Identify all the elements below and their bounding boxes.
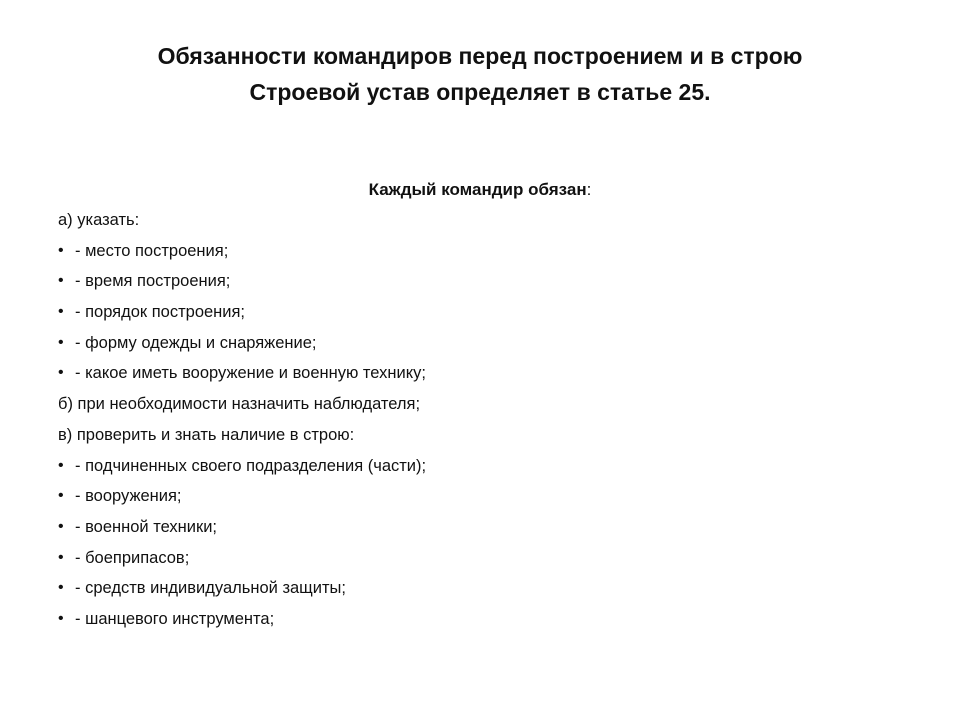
list-item-text: - шанцевого инструмента; — [75, 609, 275, 628]
list-item-text: - время построения; — [75, 272, 231, 291]
title-line-2: Строевой устав определяет в статье 25. — [249, 79, 711, 105]
list-item — [58, 481, 918, 512]
list-item-text: - военной техники; — [75, 517, 217, 536]
list-item — [58, 543, 918, 574]
list-item — [58, 297, 918, 328]
intro-bold-text: Каждый командир обязан — [368, 180, 587, 199]
list-item — [58, 358, 918, 389]
list-item — [58, 328, 918, 359]
list-item — [58, 512, 918, 543]
list-item-text: - вооружения; — [75, 487, 182, 506]
bullet-icon: • — [58, 241, 64, 259]
list-item-text: - порядок построения; — [75, 303, 246, 322]
list-item-text: - боеприпасов; — [75, 548, 190, 567]
list-item — [58, 236, 918, 267]
list-item-text: - какое иметь вооружение и военную технику; — [75, 364, 426, 383]
bullet-icon: • — [58, 303, 64, 321]
list-item — [58, 604, 918, 635]
bullet-icon: • — [58, 579, 64, 597]
title-line-1: Обязанности командиров перед построением и в строю — [157, 43, 803, 69]
intro-heading — [0, 177, 960, 203]
slide-title — [40, 38, 920, 110]
list-item-text: - форму одежды и снаряжение; — [75, 333, 317, 352]
bullet-icon: • — [58, 272, 64, 290]
bullet-icon: • — [58, 517, 64, 535]
list-item — [58, 266, 918, 297]
bullet-icon: • — [58, 333, 64, 351]
bullet-icon: • — [58, 548, 64, 566]
list-item-text: - место построения; — [75, 241, 229, 260]
duties-list — [58, 205, 918, 635]
bullet-icon: • — [58, 364, 64, 382]
list-item-text: - средств индивидуальной защиты; — [75, 579, 346, 598]
list-item — [58, 573, 918, 604]
list-item-text: - подчиненных своего подразделения (части); — [75, 456, 427, 475]
section-a-heading: а) указать: — [58, 211, 140, 229]
list-item — [58, 451, 918, 482]
intro-suffix: : — [586, 180, 592, 199]
bullet-icon: • — [58, 456, 64, 474]
section-c-heading: в) проверить и знать наличие в строю: — [58, 425, 355, 444]
section-b-text: б) при необходимости назначить наблюдателя; — [58, 395, 421, 414]
bullet-icon: • — [58, 487, 64, 505]
bullet-icon: • — [58, 609, 64, 627]
